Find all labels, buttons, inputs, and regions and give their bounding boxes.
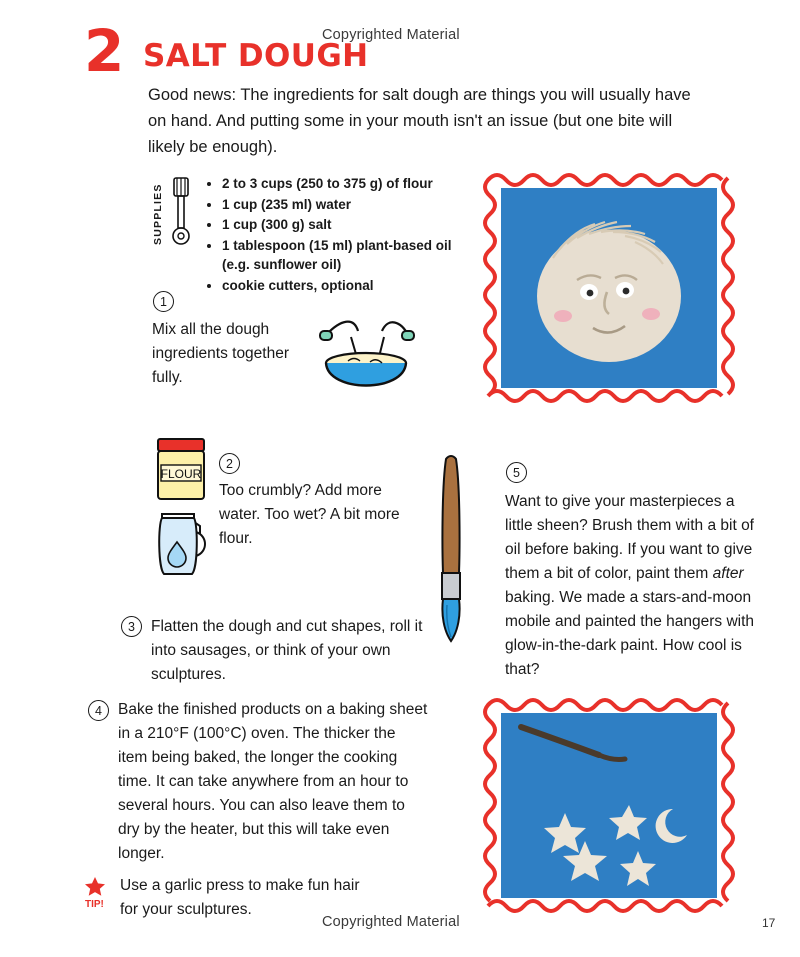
flour-jar-illustration xyxy=(152,437,212,507)
supplies-item: • cookie cutters, optional xyxy=(222,276,482,296)
step-text-3: Flatten the dough and cut shapes, roll it into sausages, or think of your own sculptures. xyxy=(151,618,423,683)
step-number-4: 4 xyxy=(88,700,109,721)
supplies-list xyxy=(206,174,482,296)
page-number: 17 xyxy=(762,916,776,930)
page-title: SALT DOUGH xyxy=(143,38,369,74)
salt-dough-face-photo xyxy=(478,168,740,408)
copyright-notice-bottom: Copyrighted Material xyxy=(322,914,460,930)
supplies-item: • 1 cup (235 ml) water xyxy=(222,195,482,215)
step-text-1: Mix all the dough ingredients together fully. xyxy=(152,321,290,386)
supplies-item: • 1 tablespoon (15 ml) plant-based oil (e.g. sunflower oil) xyxy=(222,236,482,275)
step-number-1: 1 xyxy=(153,291,174,312)
step-text-2: Too crumbly? Add more water. Too wet? A bit more flour. xyxy=(219,482,400,547)
supplies-label: SUPPLIES xyxy=(152,183,164,245)
supplies-item: • 1 cup (300 g) salt xyxy=(222,215,482,235)
step-text-5-part1: Want to give your masterpieces a little sheen? Brush them with a bit of oil before baking. If you want to give them a bit of color, paint them xyxy=(505,493,754,582)
tip-label: TIP! xyxy=(85,899,104,910)
step-number-3: 3 xyxy=(121,616,142,637)
supplies-item: • 2 to 3 cups (250 to 375 g) of flour xyxy=(222,174,482,194)
step-number-5: 5 xyxy=(506,462,527,483)
water-jug-illustration xyxy=(150,508,212,584)
step-text-4: Bake the finished products on a baking sheet in a 210°F (100°C) oven. The thicker the item being baked, the longer the cooking time. It can take anywhere from an hour to several hours. You can also leave them to dry by the heater, but this will take even longer. xyxy=(118,701,428,862)
tip-text: Use a garlic press to make fun hair for your sculptures. xyxy=(120,877,360,918)
mixing-bowl-illustration xyxy=(296,315,436,409)
paintbrush-illustration xyxy=(430,455,474,649)
step-number-2: 2 xyxy=(219,453,240,474)
step-text-5-part2: baking. We made a stars-and-moon mobile and painted the hangers with glow-in-the-dark paint. How cool is that? xyxy=(505,589,755,678)
copyright-notice-top: Copyrighted Material xyxy=(322,27,460,43)
chapter-number: 2 xyxy=(84,17,125,85)
whisk-icon xyxy=(168,176,194,254)
step-text-5-emphasis: after xyxy=(712,565,744,582)
photo-image-2 xyxy=(501,713,717,898)
intro-paragraph: Good news: The ingredients for salt dough are things you will usually have on hand. And putting some in your mouth isn't an issue (but one bite will likely be enough). xyxy=(148,86,691,156)
stars-and-moon-mobile-photo xyxy=(478,693,740,918)
svg-text:FLOUR: FLOUR xyxy=(160,467,202,481)
photo-image-1 xyxy=(501,188,717,388)
step-text-5 xyxy=(505,490,755,682)
